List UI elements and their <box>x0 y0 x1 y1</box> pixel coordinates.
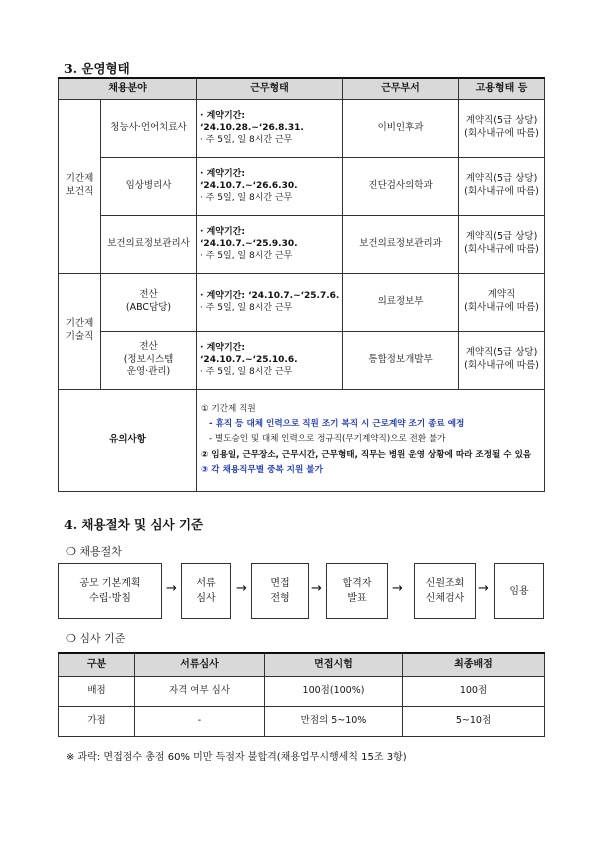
employment-cell: 계약직 (회사내규에 따름) <box>459 273 545 331</box>
notes-content <box>197 389 545 491</box>
note-1b: - 별도승인 및 대체 인력으로 정규직(무기계약직)으로 전환 불가 <box>209 434 446 445</box>
table-row <box>59 215 545 273</box>
group-label: 기간제 보건직 <box>59 99 101 273</box>
table-row <box>59 273 545 331</box>
note-1: ① 기간제 직원 <box>201 404 256 415</box>
criteria-cell: 5~10점 <box>403 707 545 737</box>
criteria-header: 서류심사 <box>135 653 265 677</box>
criteria-cell: - <box>135 707 265 737</box>
work-cell: · 계약기간: ‘24.10.28.~‘26.8.31. · 주 5일, 일 8시간 근무 <box>197 99 343 157</box>
notes-row <box>59 389 545 491</box>
dept-cell: 통합정보개발부 <box>343 331 459 389</box>
position-cell: 전산 (ABC담당) <box>101 273 197 331</box>
criteria-cell: 자격 여부 심사 <box>135 677 265 707</box>
note-3: ③ 각 채용직무별 중복 지원 불가 <box>201 464 323 475</box>
arrow-icon: → <box>311 581 322 596</box>
header-type: 고용형태 등 <box>459 78 545 99</box>
position-cell: 청능사·언어치료사 <box>101 99 197 157</box>
position-cell: 보건의료정보관리사 <box>101 215 197 273</box>
employment-cell: 계약직(5급 상당) (회사내규에 따름) <box>459 157 545 215</box>
procedure-heading: ❍ 채용절차 <box>66 545 122 558</box>
step-box: 합격자 발표 <box>326 563 388 619</box>
section-4-title: 4. 채용절차 및 심사 기준 <box>64 517 204 532</box>
step-box: 임용 <box>494 563 544 619</box>
header-field: 채용분야 <box>59 78 197 99</box>
criteria-header: 면접시험 <box>265 653 403 677</box>
step-box: 면접 전형 <box>251 563 309 619</box>
notes-label: 유의사항 <box>59 389 197 491</box>
footnote: ※ 과락: 면접점수 총점 60% 미만 득점자 불합격(채용업무시행세칙 15조 3항) <box>66 752 407 763</box>
table-row <box>59 157 545 215</box>
table-row <box>59 331 545 389</box>
operation-table <box>58 77 545 492</box>
position-cell: 임상병리사 <box>101 157 197 215</box>
step-box: 신원조회 신체검사 <box>414 563 476 619</box>
criteria-cell: 만점의 5~10% <box>265 707 403 737</box>
criteria-heading: ❍ 심사 기준 <box>66 632 126 645</box>
dept-cell: 보건의료정보관리과 <box>343 215 459 273</box>
work-cell: · 계약기간: ‘24.10.7.~‘26.6.30. · 주 5일, 일 8시간 근무 <box>197 157 343 215</box>
table-row <box>59 99 545 157</box>
note-2: ② 임용일, 근무장소, 근무시간, 근무형태, 직무는 병원 운영 상황에 따라 조정될 수 있음 <box>201 449 532 460</box>
header-work: 근무형태 <box>197 78 343 99</box>
procedure-flow <box>58 563 544 619</box>
note-1a: - 휴직 등 대체 인력으로 직원 조기 복직 시 근로계약 조기 종료 예정 <box>209 419 465 430</box>
criteria-cell: 가점 <box>59 707 135 737</box>
step-box: 서류 심사 <box>181 563 231 619</box>
work-cell: · 계약기간: ‘24.10.7.~‘25.7.6. · 주 5일, 일 8시간 근무 <box>197 273 343 331</box>
section-3-title: 3. 운영형태 <box>64 61 130 76</box>
dept-cell: 의료정보부 <box>343 273 459 331</box>
dept-cell: 이비인후과 <box>343 99 459 157</box>
arrow-icon: → <box>166 581 177 596</box>
employment-cell: 계약직(5급 상당) (회사내규에 따름) <box>459 215 545 273</box>
step-box: 공모 기본계획 수립·방침 <box>58 563 162 619</box>
criteria-cell: 배점 <box>59 677 135 707</box>
table-row <box>59 677 545 707</box>
criteria-table <box>58 652 545 737</box>
work-cell: · 계약기간: ‘24.10.7.~‘25.10.6. · 주 5일, 일 8시간 근무 <box>197 331 343 389</box>
criteria-cell: 100점 <box>403 677 545 707</box>
arrow-icon: → <box>236 581 247 596</box>
dept-cell: 진단검사의학과 <box>343 157 459 215</box>
work-cell: · 계약기간: ‘24.10.7.~‘25.9.30. · 주 5일, 일 8시간 근무 <box>197 215 343 273</box>
table-row <box>59 707 545 737</box>
arrow-icon: → <box>392 581 403 596</box>
group-label: 기간제 기술직 <box>59 273 101 389</box>
position-cell: 전산 (정보시스템 운영·관리) <box>101 331 197 389</box>
arrow-icon: → <box>478 581 489 596</box>
criteria-cell: 100점(100%) <box>265 677 403 707</box>
employment-cell: 계약직(5급 상당) (회사내규에 따름) <box>459 99 545 157</box>
criteria-header: 최종배점 <box>403 653 545 677</box>
header-dept: 근무부서 <box>343 78 459 99</box>
employment-cell: 계약직(5급 상당) (회사내규에 따름) <box>459 331 545 389</box>
criteria-header: 구분 <box>59 653 135 677</box>
